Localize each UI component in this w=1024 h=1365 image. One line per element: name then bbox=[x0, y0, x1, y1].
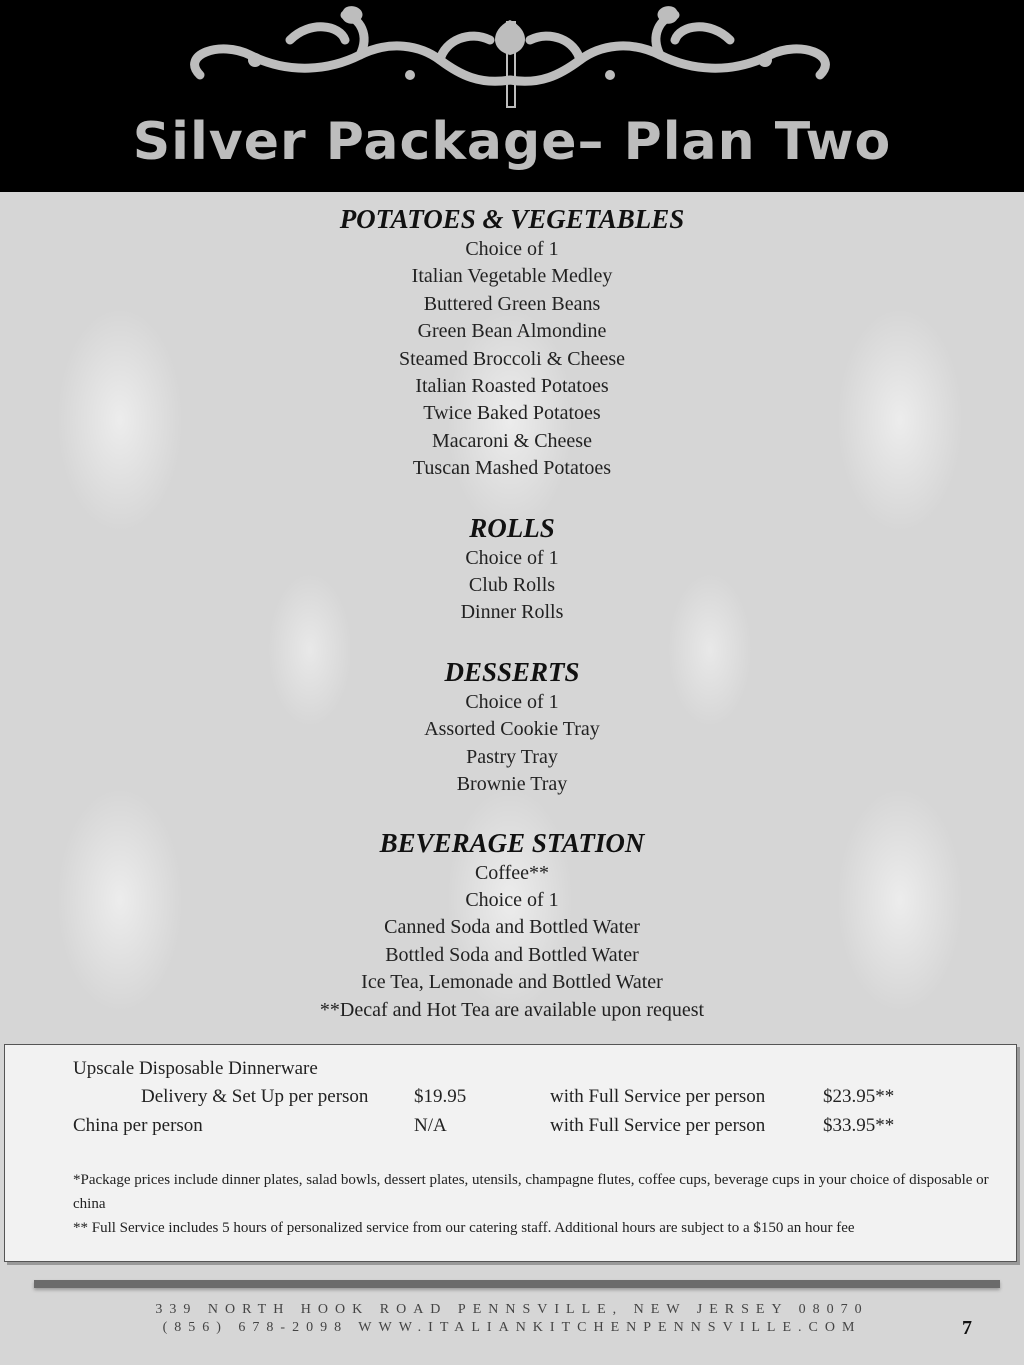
list-item: Choice of 1 bbox=[465, 888, 559, 911]
full-service-price: $33.95** bbox=[823, 1115, 895, 1136]
list-item: Macaroni & Cheese bbox=[432, 429, 592, 452]
footer-contact: (856) 678-2098 WWW.ITALIANKITCHENPENNSVILLE.COM bbox=[162, 1320, 862, 1335]
list-item: Assorted Cookie Tray bbox=[424, 718, 600, 741]
list-item: Dinner Rolls bbox=[460, 601, 564, 624]
delivery-label: Delivery & Set Up per person bbox=[141, 1086, 369, 1107]
spacer bbox=[0, 483, 1024, 511]
spacer bbox=[0, 627, 1024, 655]
list-item: Green Bean Almondine bbox=[417, 320, 607, 343]
delivery-price: $19.95 bbox=[414, 1086, 467, 1107]
list-item: Choice of 1 bbox=[465, 546, 559, 569]
scroll-flourish-icon bbox=[160, 0, 860, 110]
china-price: N/A bbox=[414, 1115, 447, 1136]
list-item: Italian Roasted Potatoes bbox=[415, 375, 609, 398]
page-title: Silver Package– Plan Two bbox=[132, 112, 892, 172]
full-service-label: with Full Service per person bbox=[550, 1115, 766, 1136]
spacer bbox=[0, 799, 1024, 826]
footer-divider bbox=[34, 1280, 1000, 1288]
full-service-label: with Full Service per person bbox=[550, 1086, 766, 1107]
list-item: Italian Vegetable Medley bbox=[411, 265, 613, 288]
section-title-desserts: DESSERTS bbox=[444, 656, 580, 687]
list-item: Choice of 1 bbox=[465, 238, 559, 260]
list-item: Twice Baked Potatoes bbox=[423, 402, 601, 425]
footer-address: 339 NORTH HOOK ROAD PENNSVILLE, NEW JERSEY 08070 bbox=[155, 1302, 869, 1317]
list-item: **Decaf and Hot Tea are available upon request bbox=[319, 998, 705, 1021]
list-item: Bottled Soda and Bottled Water bbox=[385, 943, 639, 966]
list-item: Steamed Broccoli & Cheese bbox=[398, 347, 626, 370]
menu-content bbox=[0, 202, 1024, 1024]
page-number: 7 bbox=[962, 1317, 972, 1339]
list-item: Coffee** bbox=[474, 861, 550, 884]
list-item: Pastry Tray bbox=[466, 745, 558, 768]
list-item: Ice Tea, Lemonade and Bottled Water bbox=[361, 971, 663, 994]
list-item: Brownie Tray bbox=[456, 773, 568, 796]
list-item: Buttered Green Beans bbox=[423, 292, 601, 315]
section-title-potatoes-vegetables: POTATOES & VEGETABLES bbox=[339, 204, 685, 234]
list-item: Choice of 1 bbox=[465, 690, 559, 713]
package-note: *Package prices include dinner plates, salad bowls, dessert plates, utensils, champagne flutes, coffee cups, beverage cups in your choice of disposable or china bbox=[73, 1172, 989, 1212]
list-item: Club Rolls bbox=[468, 574, 556, 597]
section-title-rolls: ROLLS bbox=[469, 512, 555, 543]
list-item: Canned Soda and Bottled Water bbox=[384, 916, 640, 939]
full-service-price: $23.95** bbox=[823, 1086, 895, 1107]
full-service-note: ** Full Service includes 5 hours of personalized service from our catering staff. Additional hours are subject to a $150 an hour fee bbox=[73, 1220, 855, 1236]
section-title-beverage-station: BEVERAGE STATION bbox=[379, 827, 645, 858]
disposable-label: Upscale Disposable Dinnerware bbox=[73, 1058, 318, 1079]
pricing-box bbox=[4, 1044, 1017, 1262]
header-banner bbox=[0, 0, 1024, 192]
china-label: China per person bbox=[73, 1115, 203, 1136]
list-item: Tuscan Mashed Potatoes bbox=[412, 457, 612, 480]
